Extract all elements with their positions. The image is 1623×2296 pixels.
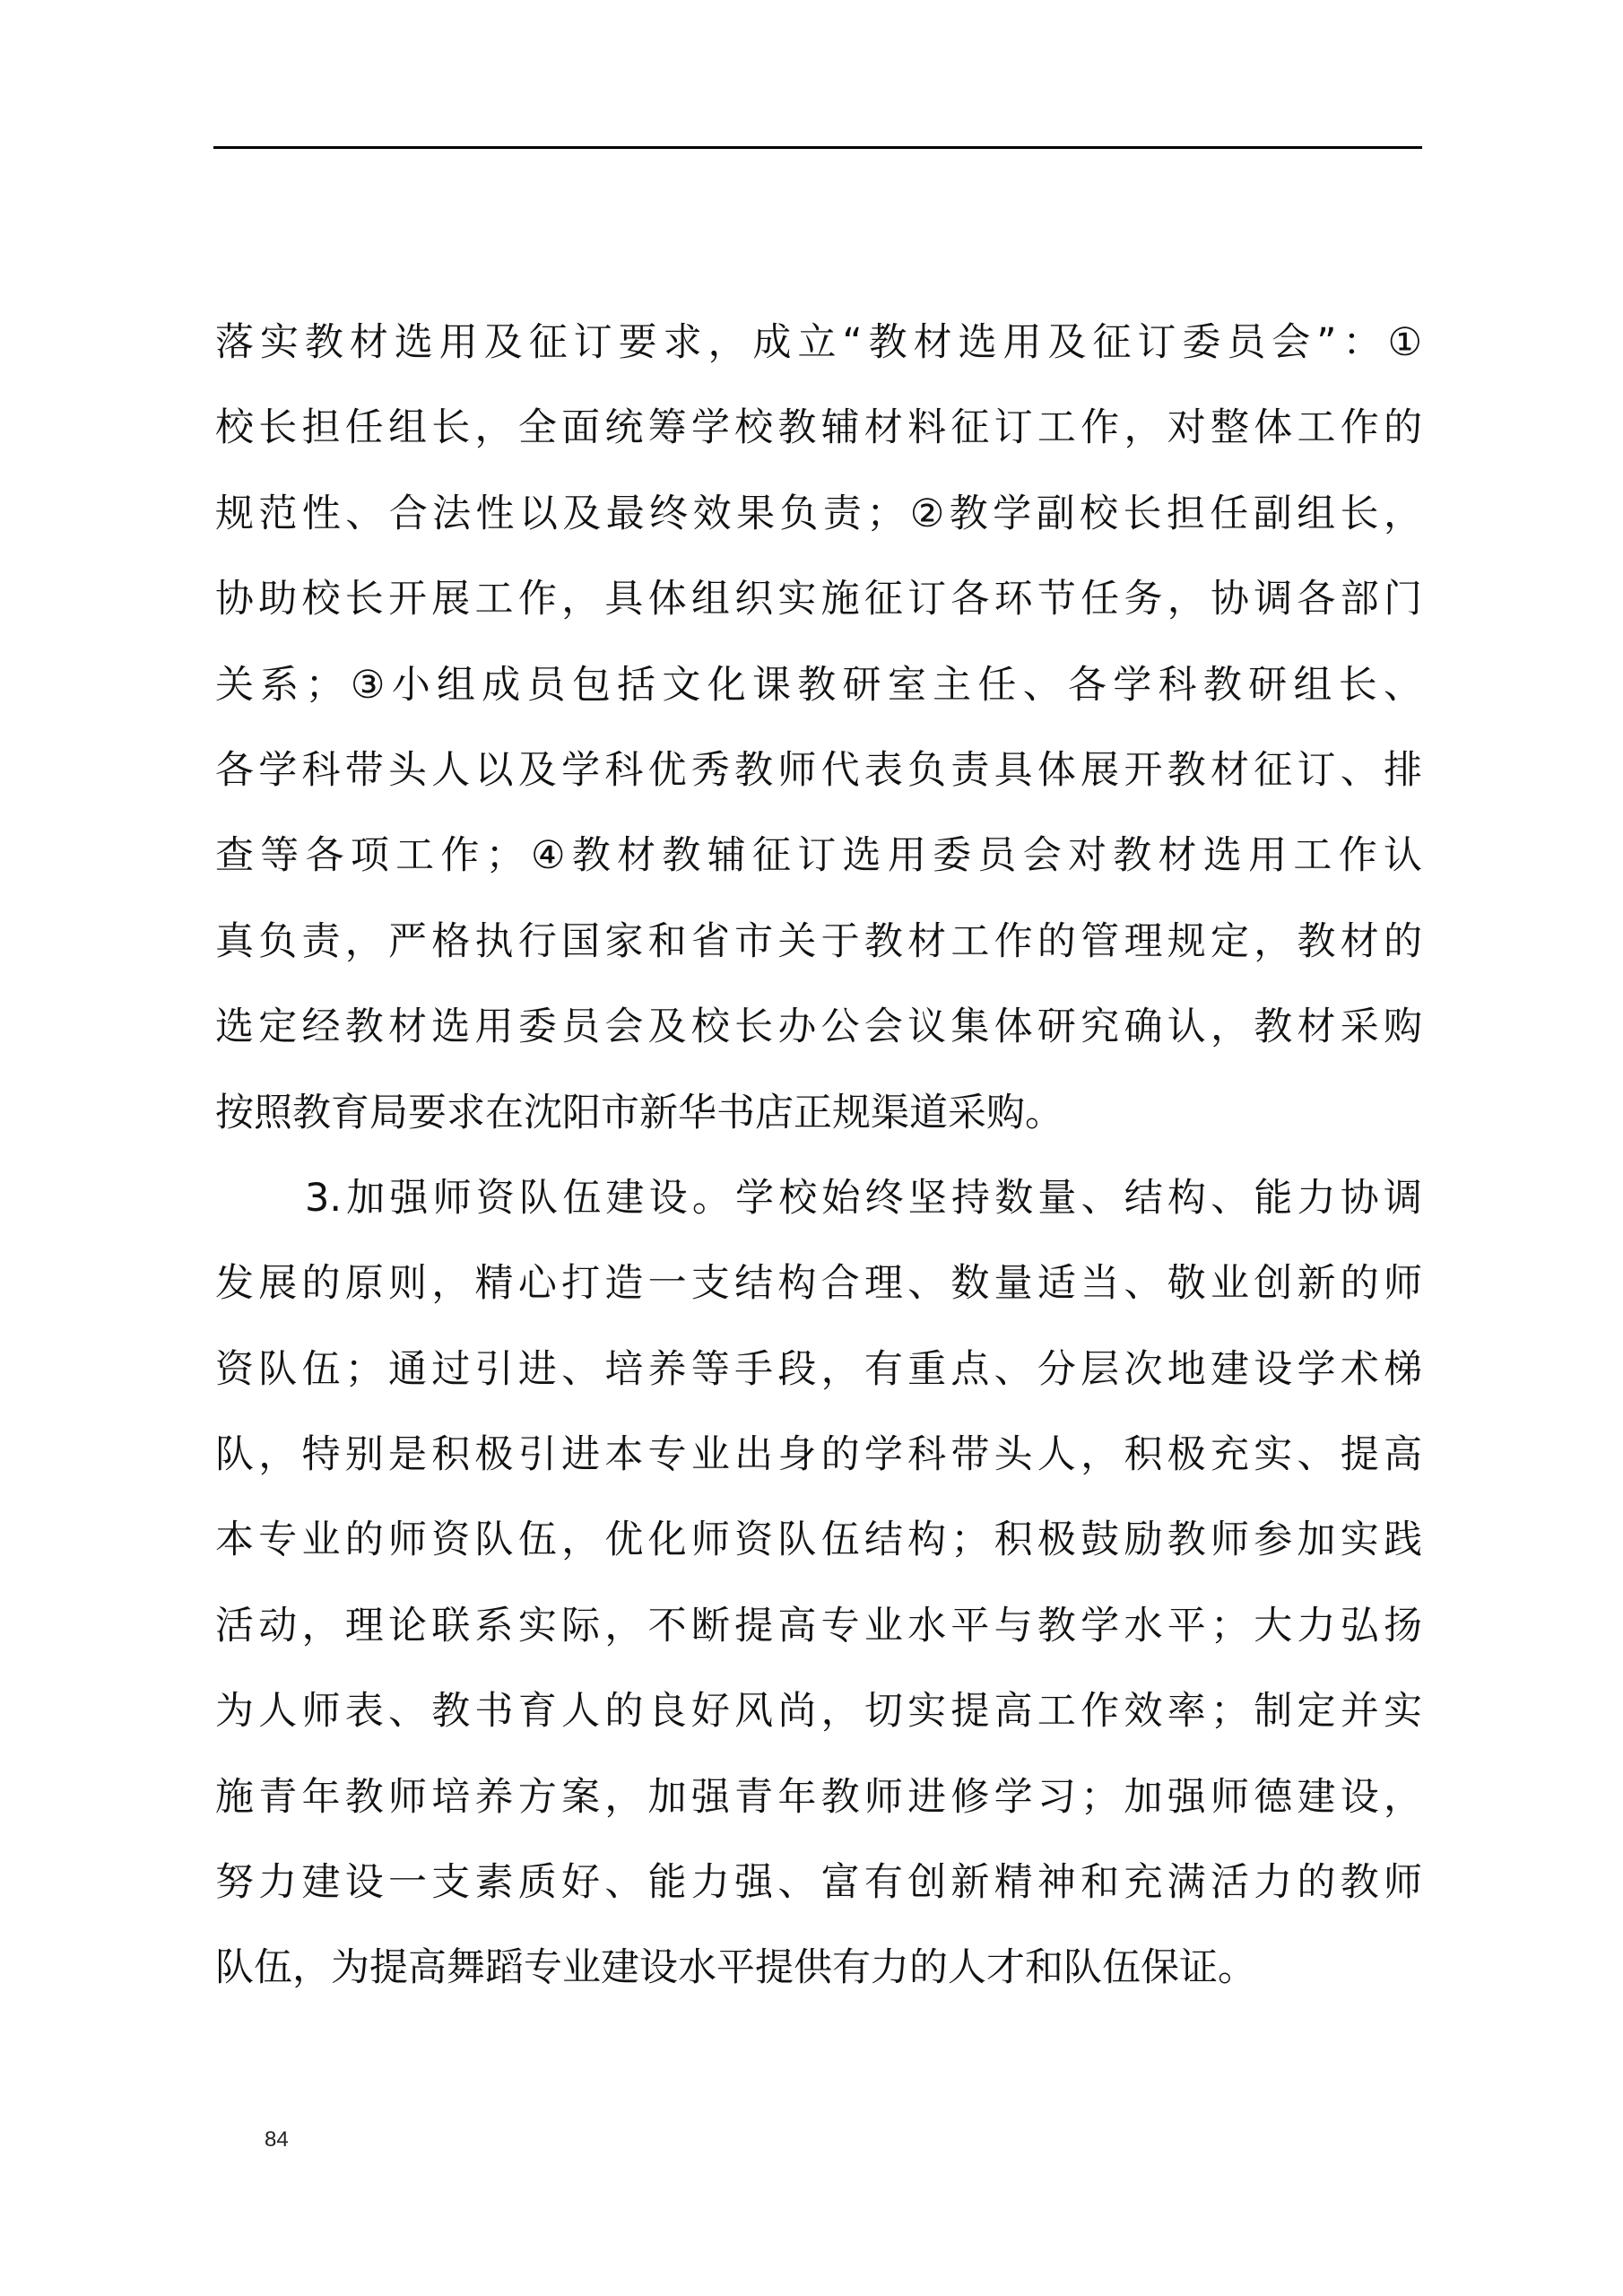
text-line: 努力建设一支素质好、能力强、富有创新精神和充满活力的教师 [215, 1860, 1422, 1906]
text-line: 发展的原则，精心打造一支结构合理、数量适当、敬业创新的师 [215, 1261, 1422, 1307]
text-line: 落实教材选用及征订要求，成立“教材选用及征订委员会”：① [215, 320, 1422, 365]
text-line: 查等各项工作；④教材教辅征订选用委员会对教材选用工作认 [215, 833, 1422, 879]
text-line: 活动，理论联系实际，不断提高专业水平与教学水平；大力弘扬 [215, 1603, 1422, 1648]
page-number: 84 [265, 2127, 289, 2152]
text-line: 真负责，严格执行国家和省市关于教材工作的管理规定，教材的 [215, 918, 1422, 964]
text-line: 选定经教材选用委员会及校长办公会议集体研究确认，教材采购 [215, 1004, 1422, 1050]
text-line: 校长担任组长，全面统筹学校教辅材料征订工作，对整体工作的 [215, 405, 1422, 451]
paragraph-textbook-selection [215, 300, 1422, 1156]
text-line: 各学科带头人以及学科优秀教师代表负责具体展开教材征订、排 [215, 747, 1422, 793]
text-line: 资队伍；通过引进、培养等手段，有重点、分层次地建设学术梯 [215, 1346, 1422, 1392]
text-line: 队，特别是积极引进本专业出身的学科带头人，积极充实、提高 [215, 1432, 1422, 1478]
text-line: 关系；③小组成员包括文化课教研室主任、各学科教研组长、 [215, 662, 1422, 708]
text-line: 3.加强师资队伍建设。学校始终坚持数量、结构、能力协调 [305, 1175, 1422, 1221]
text-line: 队伍，为提高舞蹈专业建设水平提供有力的人才和队伍保证。 [215, 1945, 1256, 1991]
text-line: 本专业的师资队伍，优化师资队伍结构；积极鼓励教师参加实践 [215, 1518, 1422, 1563]
paragraph-teacher-team [215, 1156, 1422, 2012]
text-line: 为人师表、教书育人的良好风尚，切实提高工作效率；制定并实 [215, 1689, 1422, 1735]
text-line: 按照教育局要求在沈阳市新华书店正规渠道采购。 [215, 1090, 1063, 1135]
header-rule [213, 146, 1422, 149]
page-body [215, 300, 1422, 2012]
text-line: 协助校长开展工作，具体组织实施征订各环节任务，协调各部门 [215, 577, 1422, 622]
text-line: 施青年教师培养方案，加强青年教师进修学习；加强师德建设， [215, 1774, 1422, 1820]
text-line: 规范性、合法性以及最终效果负责；②教学副校长担任副组长， [215, 491, 1422, 536]
